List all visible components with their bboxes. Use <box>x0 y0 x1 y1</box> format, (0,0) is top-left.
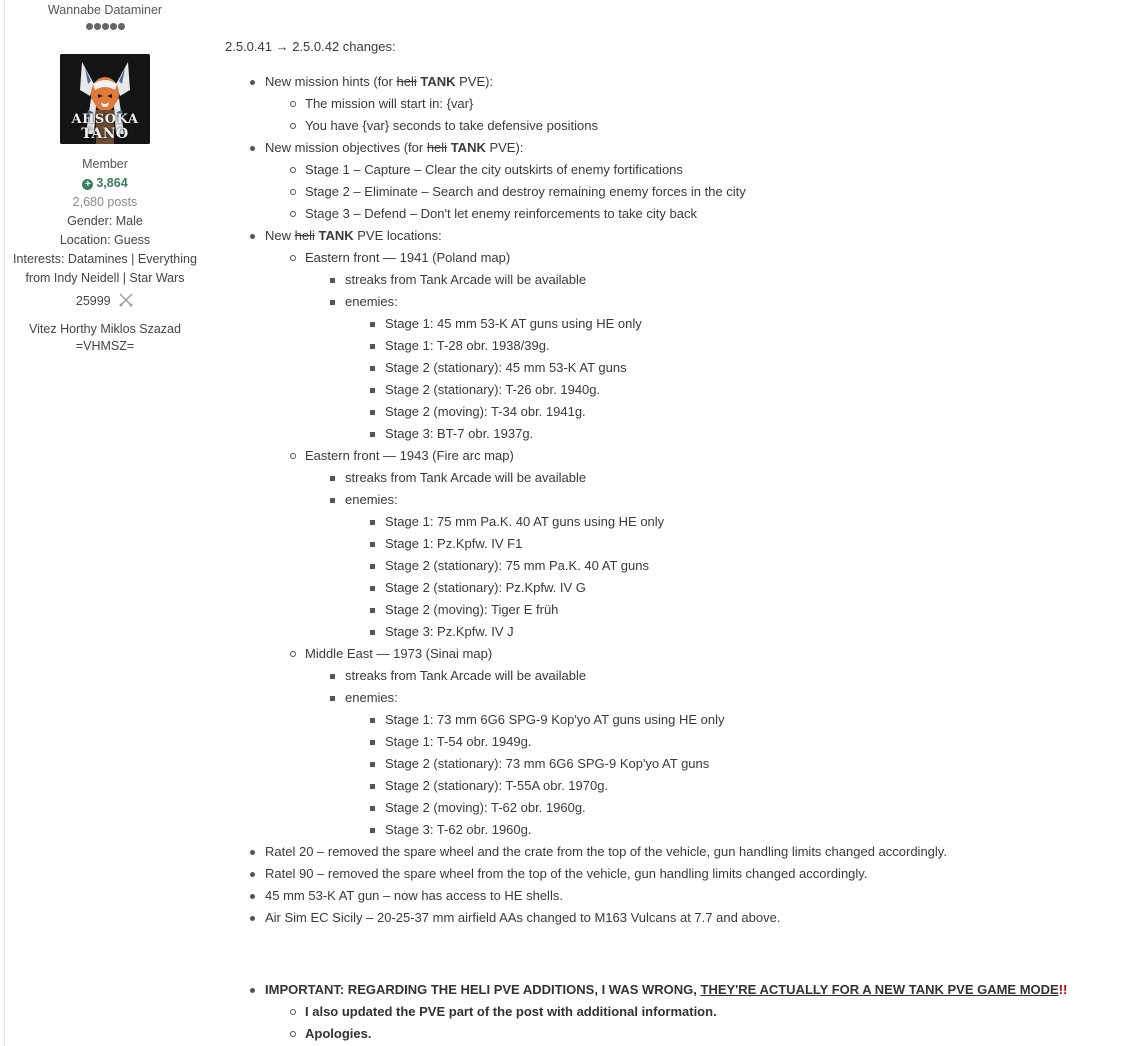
locations-strike: heli <box>294 228 315 243</box>
list-item <box>305 489 1135 643</box>
enemy-item: Stage 2 (stationary): 45 mm 53-K AT guns <box>345 357 1135 379</box>
list-item: Air Sim EC Sicily – 20-25-37 mm airfield AAs changed to M163 Vulcans at 7.7 and above. <box>225 907 1135 929</box>
enemies-label: enemies: <box>345 492 398 507</box>
avatar-caption-2: TANO <box>81 126 129 142</box>
post-frame-border <box>4 0 5 1046</box>
map-details <box>305 269 1135 445</box>
important-sub-text: I also updated the PVE part of the post with additional information. <box>305 1004 717 1019</box>
enemies-list <box>345 709 1135 841</box>
map-item <box>265 247 1135 445</box>
map-details <box>305 665 1135 841</box>
enemies-list <box>345 511 1135 643</box>
list-item: Stage 3 – Defend – Don't let enemy reinforcements to take city back <box>265 203 1135 225</box>
objectives-sublist <box>265 159 1135 225</box>
enemy-item: Stage 1: 45 mm 53-K AT guns using HE only <box>345 313 1135 335</box>
map-name: Eastern front — 1943 (Fire arc map) <box>305 448 514 463</box>
important-notice <box>225 979 1135 1045</box>
enemy-item: Stage 2 (stationary): Pz.Kpfw. IV G <box>345 577 1135 599</box>
list-item: Ratel 20 – removed the spare wheel and the crate from the top of the vehicle, gun handling limits changed accordingly. <box>225 841 1135 863</box>
list-item: You have {var} seconds to take defensive positions <box>265 115 1135 137</box>
list-item: streaks from Tank Arcade will be available <box>305 665 1135 687</box>
plus-icon: + <box>82 179 93 190</box>
rank-pip <box>110 23 117 30</box>
list-item: Ratel 90 – removed the spare wheel from the top of the vehicle, gun handling limits changed accordingly. <box>225 863 1135 885</box>
list-item-locations <box>225 225 1135 841</box>
rank-pip <box>86 23 93 30</box>
crossed-swords-icon <box>118 292 134 313</box>
objectives-bold: TANK <box>450 140 486 155</box>
enemy-item: Stage 2 (moving): T-34 obr. 1941g. <box>345 401 1135 423</box>
enemy-item: Stage 1: Pz.Kpfw. IV F1 <box>345 533 1135 555</box>
locations-suffix: PVE locations: <box>353 228 442 243</box>
enemy-item: Stage 1: T-28 obr. 1938/39g. <box>345 335 1135 357</box>
locations-text: New <box>265 228 295 243</box>
list-item: Stage 1 – Capture – Clear the city outskirts of enemy fortifications <box>265 159 1135 181</box>
enemy-item: Stage 3: BT-7 obr. 1937g. <box>345 423 1135 445</box>
enemy-item: Stage 2 (stationary): T-26 obr. 1940g. <box>345 379 1135 401</box>
interests-field: Interests: Datamines | Everything from Indy Neidell | Star Wars <box>13 252 197 285</box>
post-count: 2,680 posts <box>72 195 138 209</box>
locations-bold: TANK <box>318 228 354 243</box>
hints-bold: TANK <box>420 74 456 89</box>
rank-pip <box>118 23 125 30</box>
map-details <box>305 467 1135 643</box>
objectives-text: New mission objectives (for <box>265 140 427 155</box>
important-exclaim: !! <box>1058 982 1068 997</box>
user-profile-fields <box>12 212 198 288</box>
rank-pip <box>102 23 109 30</box>
user-title: Wannabe Dataminer <box>47 3 163 17</box>
list-item <box>265 1001 1135 1023</box>
list-item <box>305 291 1135 445</box>
list-item-hints <box>225 71 1135 137</box>
locations-sublist <box>265 247 1135 841</box>
enemy-item: Stage 2 (stationary): T-55A obr. 1970g. <box>345 775 1135 797</box>
list-item: streaks from Tank Arcade will be available <box>305 269 1135 291</box>
spacer <box>225 929 1135 979</box>
objectives-suffix: PVE): <box>485 140 524 155</box>
list-item: Stage 2 – Eliminate – Search and destroy remaining enemy forces in the city <box>265 181 1135 203</box>
important-underlined: THEY'RE ACTUALLY FOR A NEW TANK PVE GAME MODE <box>700 982 1059 997</box>
enemies-label: enemies: <box>345 294 398 309</box>
reputation-badge[interactable] <box>12 175 198 191</box>
list-item-objectives <box>225 137 1135 225</box>
gender-field: Gender: Male <box>67 214 143 228</box>
user-code-value: 25999 <box>75 294 111 308</box>
user-code <box>12 292 198 313</box>
list-item <box>305 687 1135 841</box>
post-heading: 2.5.0.41 → 2.5.0.42 changes: <box>225 39 396 54</box>
enemy-item: Stage 2 (stationary): 73 mm 6G6 SPG-9 Kop'yo AT guns <box>345 753 1135 775</box>
hints-strike: heli <box>396 74 417 89</box>
important-text: IMPORTANT: REGARDING THE HELI PVE ADDITIONS, I WAS WRONG, <box>265 982 701 997</box>
avatar-caption-1: AHSOKA <box>71 112 139 127</box>
user-sidebar <box>12 0 198 355</box>
enemy-item: Stage 1: 73 mm 6G6 SPG-9 Kop'yo AT guns using HE only <box>345 709 1135 731</box>
enemy-item: Stage 3: Pz.Kpfw. IV J <box>345 621 1135 643</box>
enemy-item: Stage 1: 75 mm Pa.K. 40 AT guns using HE only <box>345 511 1135 533</box>
objectives-strike: heli <box>426 140 448 155</box>
enemies-label: enemies: <box>345 690 398 705</box>
map-name: Middle East — 1973 (Sinai map) <box>305 646 493 661</box>
list-item: streaks from Tank Arcade will be available <box>305 467 1135 489</box>
hints-suffix: PVE): <box>455 74 494 89</box>
enemy-item: Stage 3: T-62 obr. 1960g. <box>345 819 1135 841</box>
hints-sublist <box>265 93 1135 137</box>
map-name: Eastern front — 1941 (Poland map) <box>305 250 511 265</box>
rank-pip <box>94 23 101 30</box>
rank-pips <box>12 22 198 34</box>
post-body <box>225 36 1135 1045</box>
important-sub-text: Apologies. <box>305 1026 372 1041</box>
avatar[interactable] <box>60 54 150 144</box>
important-sublist <box>265 1001 1135 1045</box>
user-group: Member <box>82 157 128 171</box>
changes-list <box>225 71 1135 929</box>
list-item: 45 mm 53-K AT gun – now has access to HE shells. <box>225 885 1135 907</box>
list-item: The mission will start in: {var} <box>265 93 1135 115</box>
clan-name: Vitez Horthy Miklos Szazad =VHMSZ= <box>29 322 181 353</box>
important-list <box>225 979 1135 1045</box>
enemy-item: Stage 2 (moving): T-62 obr. 1960g. <box>345 797 1135 819</box>
enemy-item: Stage 2 (stationary): 75 mm Pa.K. 40 AT guns <box>345 555 1135 577</box>
enemy-item: Stage 2 (moving): Tiger E früh <box>345 599 1135 621</box>
enemy-item: Stage 1: T-54 obr. 1949g. <box>345 731 1135 753</box>
list-item <box>265 1023 1135 1045</box>
map-item <box>265 643 1135 841</box>
map-item <box>265 445 1135 643</box>
reputation-value: 3,864 <box>96 176 128 190</box>
enemies-list <box>345 313 1135 445</box>
location-field: Location: Guess <box>59 233 151 247</box>
hints-text: New mission hints (for <box>265 74 397 89</box>
